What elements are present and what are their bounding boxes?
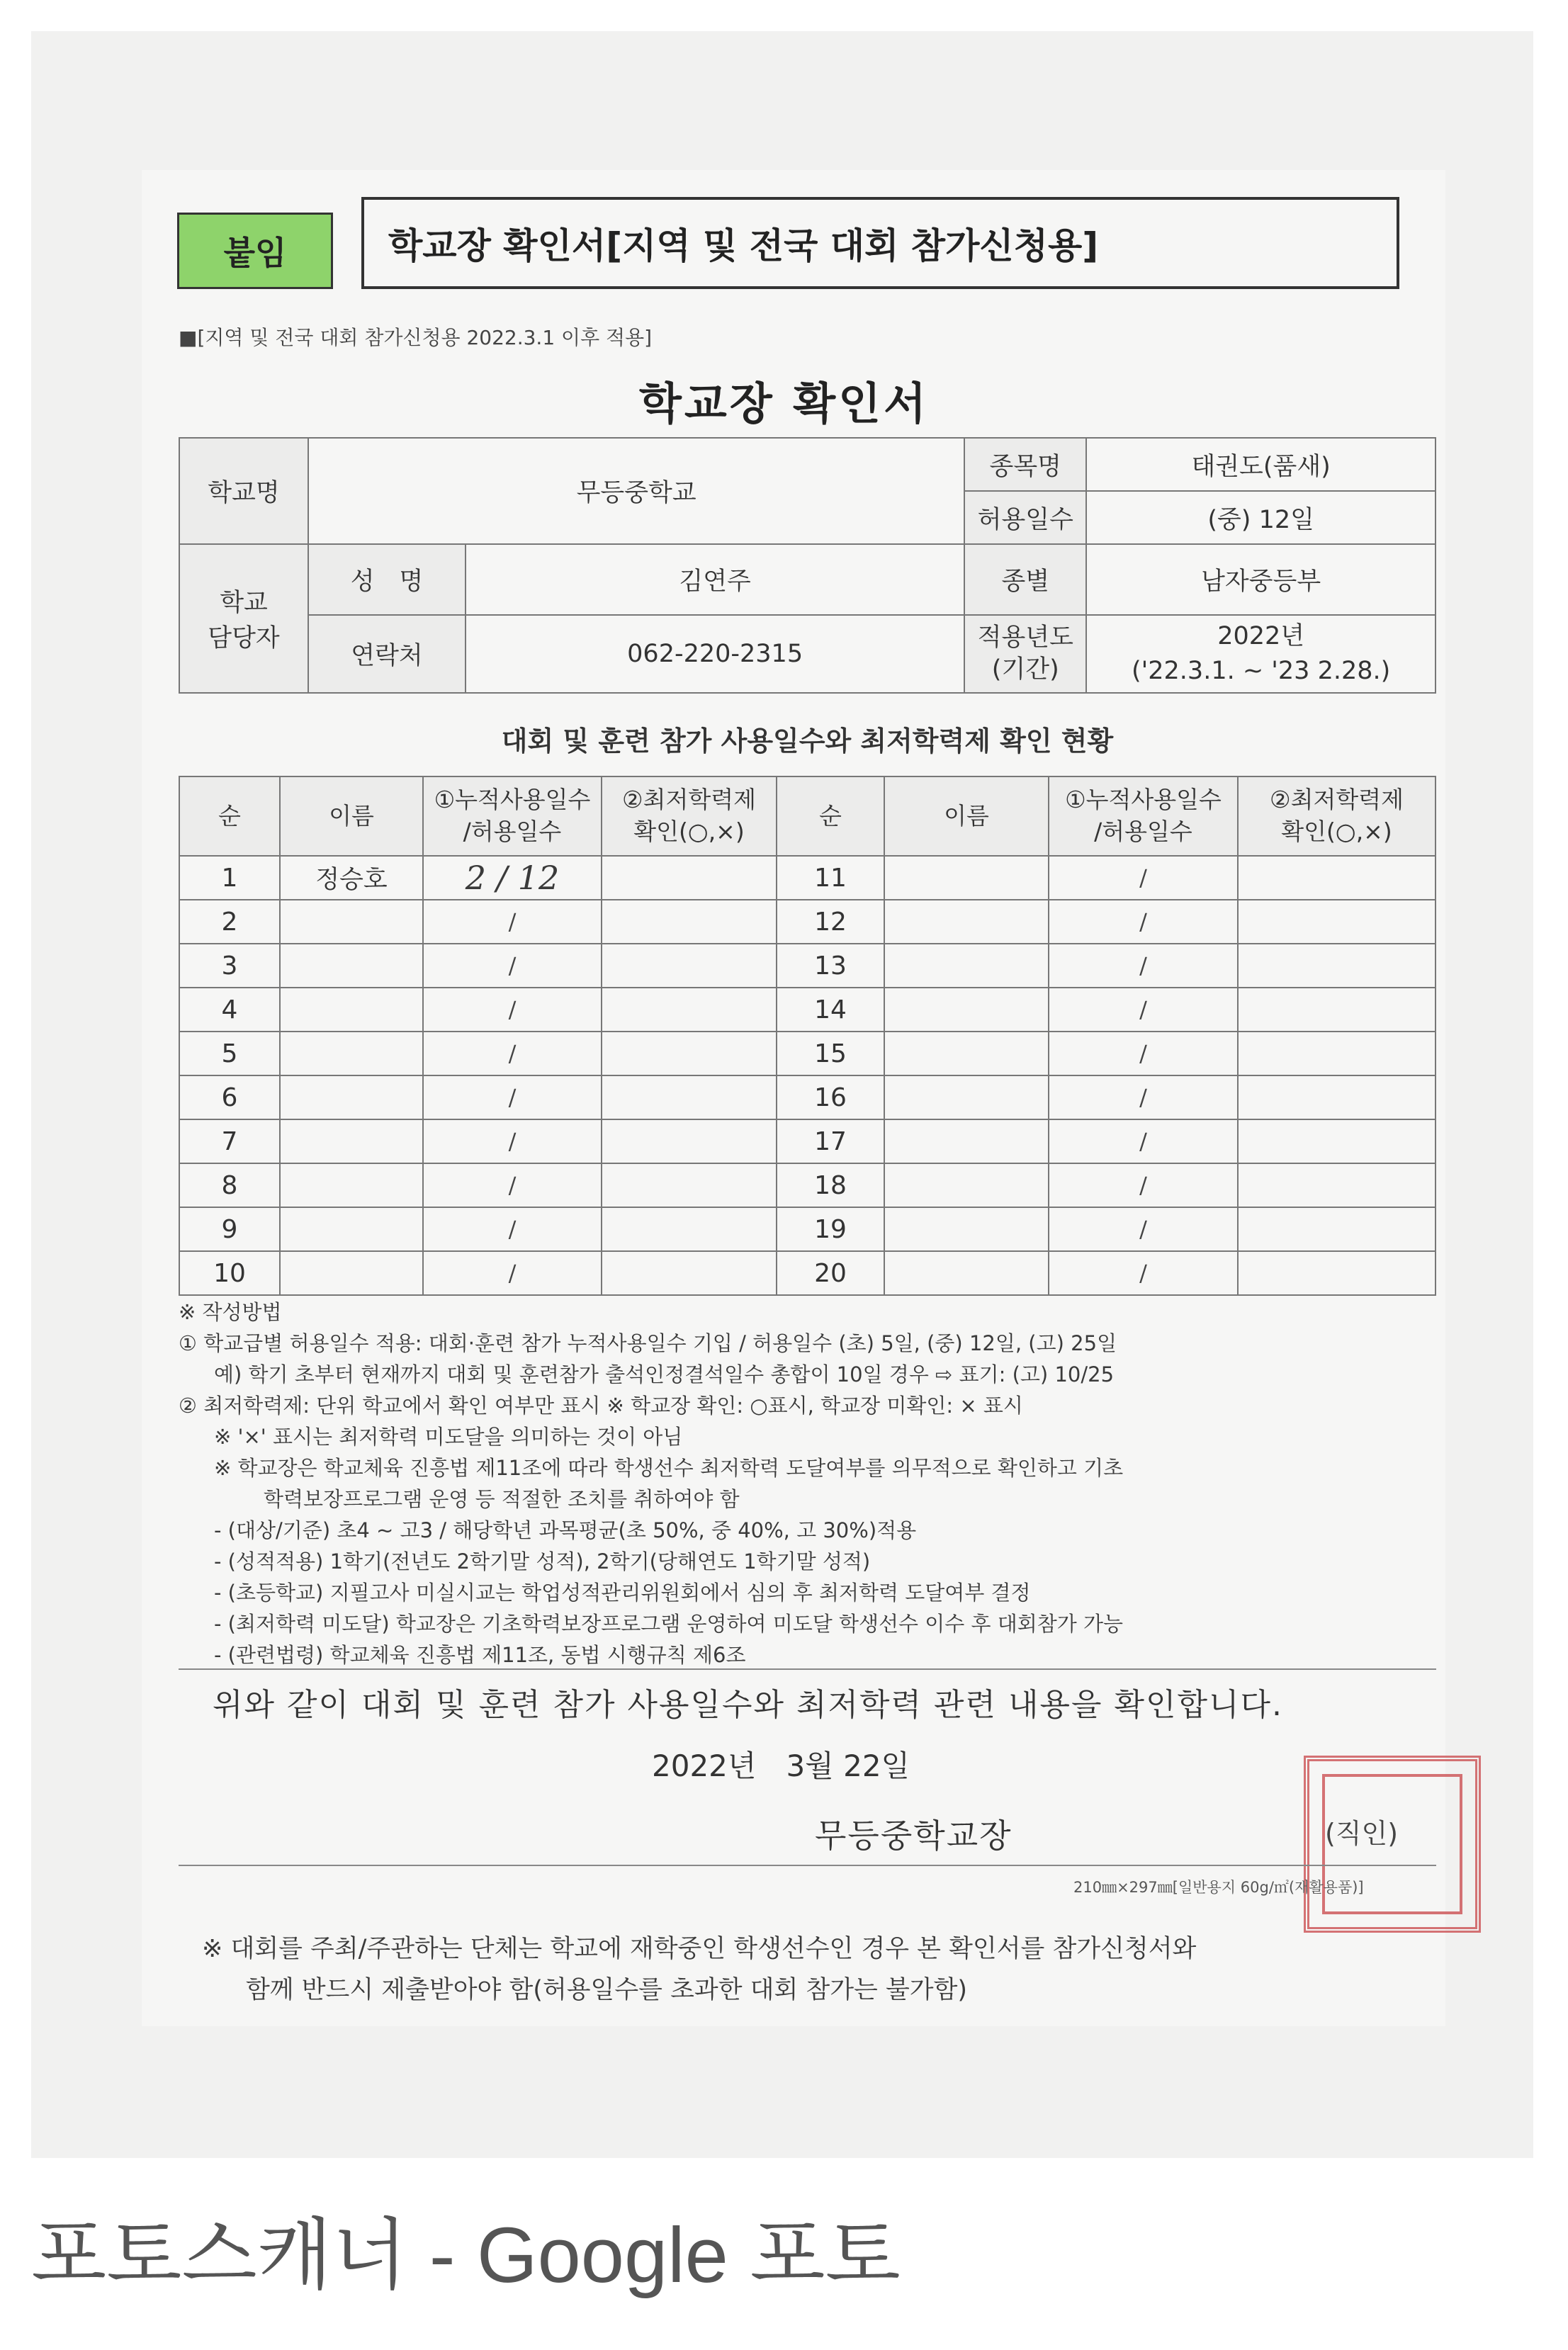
row-no: 1 [179, 856, 280, 900]
instruction-line: - (성적적용) 1학기(전년도 2학기말 성적), 2학기(당해연도 1학기말 성적) [214, 1549, 871, 1574]
instruction-line: - (최저학력 미도달) 학교장은 기초학력보장프로그램 운영하여 미도달 학생선수 이수 후 대회참가 가능 [214, 1612, 1124, 1636]
row-check [1238, 900, 1436, 944]
row-days-handwritten: 2 / 12 [423, 856, 602, 900]
submission-note-line: ※ 대회를 주최/주관하는 단체는 학교에 재학중인 학생선수인 경우 본 확인서를 참가신청서와 [202, 1935, 1197, 1963]
header-name-left: 이름 [280, 776, 423, 856]
status-grid [179, 776, 1436, 1296]
header-no-right: 순 [777, 776, 884, 856]
table-row [179, 1207, 1436, 1251]
row-no: 14 [777, 988, 884, 1032]
row-check [602, 900, 777, 944]
table-row [179, 1119, 1436, 1163]
row-name [884, 900, 1049, 944]
seal-label: (직인) [1325, 1818, 1399, 1849]
row-name: 정승호 [280, 856, 423, 900]
header-check-right: ②최저학력제 확인(○,×) [1238, 776, 1436, 856]
paper-size-note: 210㎜×297㎜[일반용지 60g/㎡(재활용품)] [1073, 1879, 1364, 1896]
table-row [179, 944, 1436, 988]
row-days: / [1049, 944, 1238, 988]
row-check [1238, 1251, 1436, 1295]
row-name [884, 988, 1049, 1032]
year-cell [1086, 615, 1436, 693]
header-no-left: 순 [179, 776, 280, 856]
row-name [280, 1119, 423, 1163]
row-days: / [423, 1251, 602, 1295]
row-no: 6 [179, 1075, 280, 1119]
school-name-label: 학교명 [179, 438, 308, 544]
header-days-left: ①누적사용일수 /허용일수 [423, 776, 602, 856]
row-no: 15 [777, 1032, 884, 1075]
row-days: / [1049, 1119, 1238, 1163]
row-no: 16 [777, 1075, 884, 1119]
row-no: 17 [777, 1119, 884, 1163]
table-row [179, 1032, 1436, 1075]
row-no: 20 [777, 1251, 884, 1295]
row-name [884, 1251, 1049, 1295]
person-name-label: 성 명 [308, 544, 466, 615]
row-name [280, 944, 423, 988]
instruction-line: ※ 학교장은 학교체육 진흥법 제11조에 따라 학생선수 최저학력 도달여부를 의무적으로 확인하고 기초 [214, 1456, 1124, 1480]
applicability-note: ■[지역 및 전국 대회 참가신청용 2022.3.1 이후 적용] [179, 326, 653, 349]
row-no: 13 [777, 944, 884, 988]
row-check [1238, 1119, 1436, 1163]
row-days: / [1049, 1207, 1238, 1251]
issue-date: 2022년 3월 22일 [652, 1749, 910, 1783]
row-name [280, 1075, 423, 1119]
row-no: 18 [777, 1163, 884, 1207]
instruction-line: - (관련법령) 학교체육 진흥법 제11조, 동법 시행규칙 제6조 [214, 1643, 746, 1667]
row-check [602, 1207, 777, 1251]
row-days: / [1049, 988, 1238, 1032]
row-check [602, 944, 777, 988]
row-check [602, 1075, 777, 1119]
table-row [179, 1075, 1436, 1119]
confirmation-statement: 위와 같이 대회 및 훈련 참가 사용일수와 최저학력 관련 내용을 확인합니다. [213, 1687, 1283, 1723]
row-days: / [423, 988, 602, 1032]
divider [179, 1668, 1436, 1670]
info-table [179, 437, 1436, 694]
row-name [884, 1207, 1049, 1251]
row-no: 5 [179, 1032, 280, 1075]
row-name [280, 1207, 423, 1251]
row-no: 12 [777, 900, 884, 944]
row-check [602, 988, 777, 1032]
table-row [179, 1251, 1436, 1295]
status-title: 대회 및 훈련 참가 사용일수와 최저학력제 확인 현황 [501, 725, 1114, 757]
event-value: 태권도(품새) [1086, 438, 1436, 491]
row-no: 9 [179, 1207, 280, 1251]
row-days: / [1049, 1075, 1238, 1119]
row-days: / [1049, 1251, 1238, 1295]
person-name-value: 김연주 [466, 544, 964, 615]
instruction-line: 학력보장프로그램 운영 등 적절한 조치를 취하여야 함 [264, 1487, 740, 1511]
contact-label: 연락처 [308, 615, 466, 693]
row-check [1238, 988, 1436, 1032]
row-check [602, 1119, 777, 1163]
row-days: / [423, 900, 602, 944]
instructions [179, 1297, 1447, 1671]
row-no: 2 [179, 900, 280, 944]
row-name [884, 1163, 1049, 1207]
manager-label: 학교 담당자 [179, 544, 308, 693]
header-days-right: ①누적사용일수 /허용일수 [1049, 776, 1238, 856]
row-name [884, 944, 1049, 988]
year-value: 2022년 [1217, 622, 1305, 650]
table-row [179, 900, 1436, 944]
allowed-days-value: (중) 12일 [1086, 491, 1436, 544]
instruction-line: 예) 학기 초부터 현재까지 대회 및 훈련참가 출석인정결석일수 총합이 10일 경우 ⇨ 표기: (고) 10/25 [214, 1362, 1115, 1386]
category-value: 남자중등부 [1086, 544, 1436, 615]
row-name [884, 1075, 1049, 1119]
page-title: 학교장 확인서 [639, 378, 929, 429]
allowed-days-label: 허용일수 [964, 491, 1086, 544]
instruction-line: ② 최저학력제: 단위 학교에서 확인 여부만 표시 ※ 학교장 확인: ○표시, 학교장 미확인: × 표시 [179, 1394, 1023, 1418]
row-no: 8 [179, 1163, 280, 1207]
header-title: 학교장 확인서[지역 및 전국 대회 참가신청용] [361, 197, 1399, 289]
row-check [1238, 1032, 1436, 1075]
row-name [280, 1251, 423, 1295]
instruction-line: - (대상/기준) 초4 ~ 고3 / 해당학년 과목평균(초 50%, 중 40%, 고 30%)적용 [214, 1518, 917, 1542]
row-check [602, 1032, 777, 1075]
row-no: 11 [777, 856, 884, 900]
row-days: / [1049, 1032, 1238, 1075]
table-row [179, 856, 1436, 900]
instruction-line: ※ '×' 표시는 최저학력 미도달을 의미하는 것이 아님 [214, 1425, 683, 1449]
row-check [602, 856, 777, 900]
header-name-right: 이름 [884, 776, 1049, 856]
row-check [1238, 1075, 1436, 1119]
row-no: 19 [777, 1207, 884, 1251]
category-label: 종별 [964, 544, 1086, 615]
row-no: 10 [179, 1251, 280, 1295]
row-no: 4 [179, 988, 280, 1032]
annex-badge: 붙임 [177, 213, 333, 289]
submission-note-line: 함께 반드시 제출받아야 함(허용일수를 초과한 대회 참가는 불가함) [246, 1976, 968, 2004]
instruction-line: ① 학교급별 허용일수 적용: 대회·훈련 참가 누적사용일수 기입 / 허용일수 (초) 5일, (중) 12일, (고) 25일 [179, 1331, 1117, 1355]
school-name-value: 무등중학교 [308, 438, 964, 544]
row-check [1238, 1163, 1436, 1207]
app-caption: 포토스캐너 - Google 포토 [31, 2212, 901, 2299]
row-days: / [423, 944, 602, 988]
year-period: ('22.3.1. ~ '23 2.28.) [1131, 657, 1391, 685]
row-check [1238, 1207, 1436, 1251]
row-days: / [423, 1163, 602, 1207]
row-no: 7 [179, 1119, 280, 1163]
row-days: / [1049, 1163, 1238, 1207]
divider [179, 1865, 1436, 1866]
table-row [179, 988, 1436, 1032]
row-name [280, 900, 423, 944]
row-days: / [1049, 900, 1238, 944]
row-name [884, 1119, 1049, 1163]
instruction-heading: ※ 작성방법 [179, 1300, 282, 1324]
event-label: 종목명 [964, 438, 1086, 491]
row-no: 3 [179, 944, 280, 988]
year-label: 적용년도 (기간) [964, 615, 1086, 693]
row-name [884, 856, 1049, 900]
table-row [179, 1163, 1436, 1207]
row-check [1238, 856, 1436, 900]
row-days: / [423, 1075, 602, 1119]
header-check-left: ②최저학력제 확인(○,×) [602, 776, 777, 856]
instruction-line: - (초등학교) 지필고사 미실시교는 학업성적관리위원회에서 심의 후 최저학력 도달여부 결정 [214, 1581, 1031, 1605]
row-days: / [423, 1207, 602, 1251]
row-name [884, 1032, 1049, 1075]
principal-signature: 무등중학교장 [815, 1817, 1013, 1855]
row-name [280, 1032, 423, 1075]
row-days: / [423, 1032, 602, 1075]
contact-value: 062-220-2315 [466, 615, 964, 693]
submission-note [202, 1928, 1196, 2011]
row-days: / [423, 1119, 602, 1163]
row-check [602, 1163, 777, 1207]
row-name [280, 988, 423, 1032]
row-check [602, 1251, 777, 1295]
row-days: / [1049, 856, 1238, 900]
row-check [1238, 944, 1436, 988]
row-name [280, 1163, 423, 1207]
